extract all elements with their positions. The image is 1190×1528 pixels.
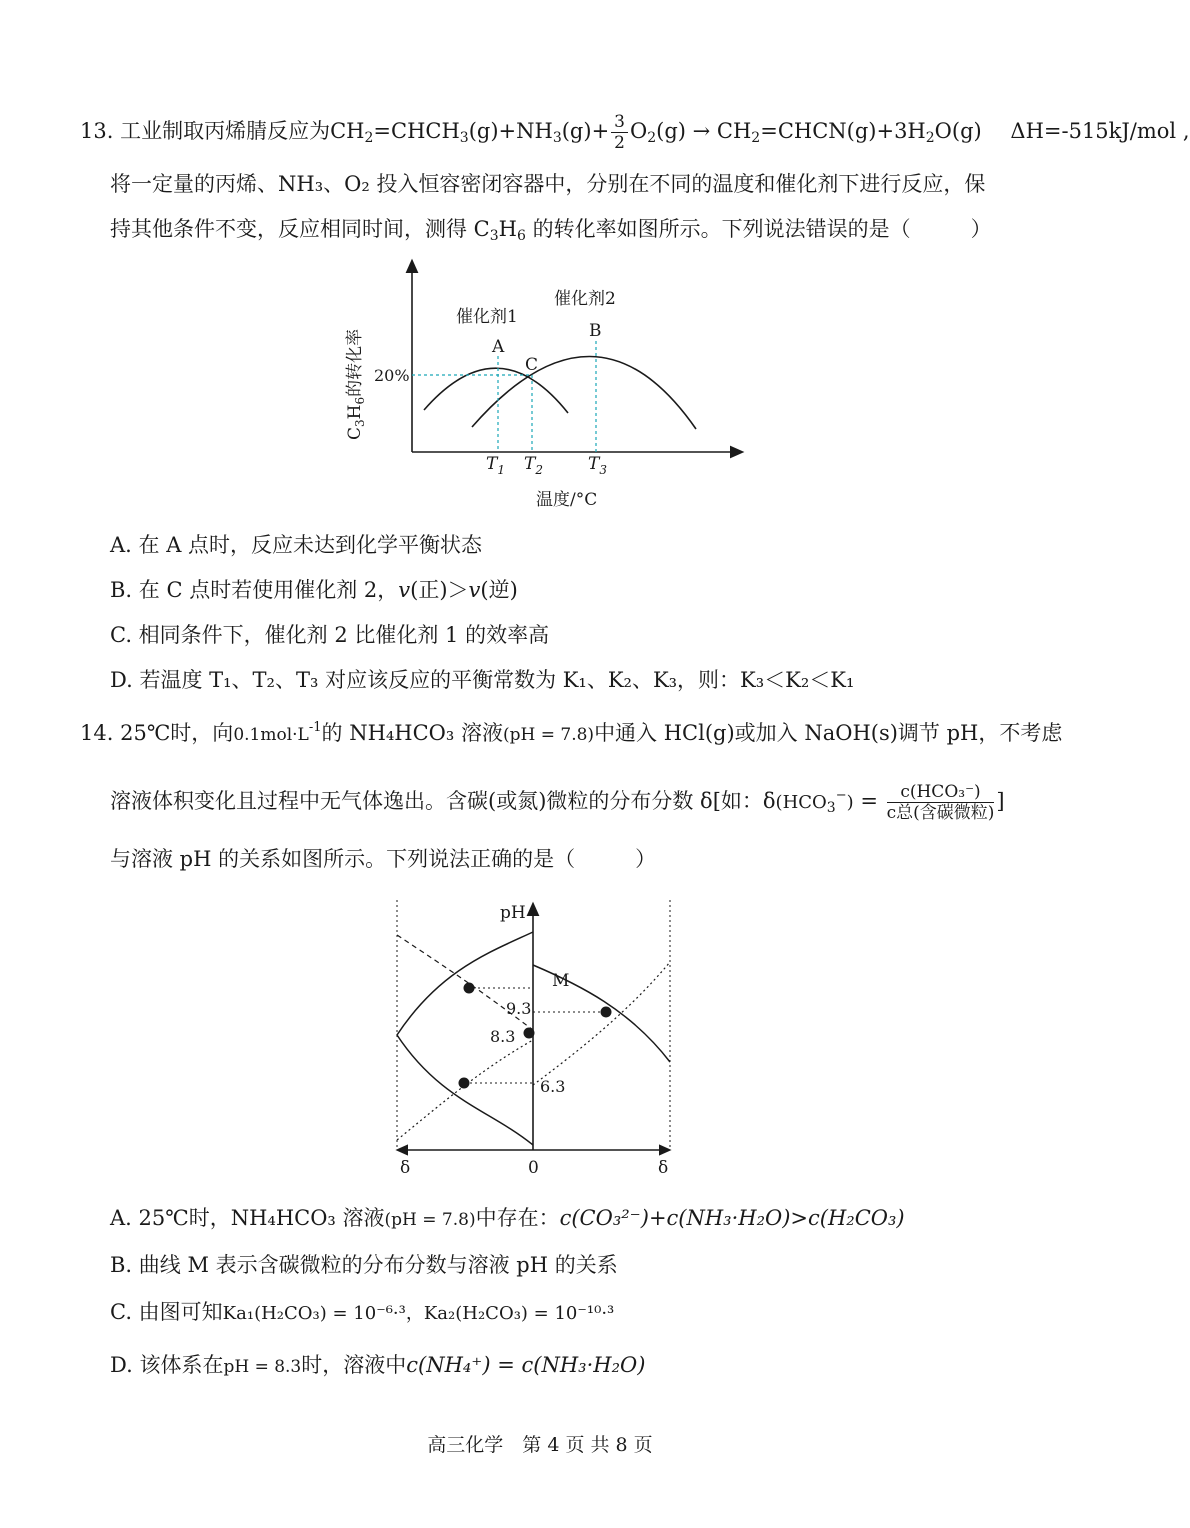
text: ）: [635, 847, 657, 871]
frac-den: c总(含碳微粒): [886, 803, 995, 823]
text: 的转化率如图所示。下列说法错误的是（: [525, 217, 911, 241]
ph-value: (pH = 7.8): [503, 725, 595, 745]
q14-option-a[interactable]: [110, 1204, 905, 1234]
sub: 3: [489, 228, 499, 244]
text: C. 由图可知: [110, 1300, 223, 1324]
sub: 3: [826, 800, 836, 816]
t1-label: $T_1$: [486, 454, 505, 477]
q13-option-a[interactable]: A. 在 A 点时，反应未达到化学平衡状态: [110, 533, 483, 557]
eq-arrow: (g) → CH: [656, 119, 752, 143]
text: B. 在 C 点时若使用催化剂 2，: [110, 578, 399, 602]
tick-93: 9.3: [506, 999, 532, 1018]
frac-num: 3: [611, 112, 628, 133]
x-left-delta: δ: [400, 1158, 411, 1178]
text: 溶液体积变化且过程中无气体逸出。含碳(或氮)微粒的分布分数 δ[如：δ: [110, 789, 776, 813]
sub: 3: [552, 130, 562, 146]
q13-delta-h: ΔH=-515kJ/mol ,: [1010, 119, 1190, 143]
text: 与溶液 pH 的关系如图所示。下列说法正确的是（: [110, 847, 576, 871]
q13-option-c[interactable]: C. 相同条件下，催化剂 2 比催化剂 1 的效率高: [110, 623, 550, 647]
q14-option-c[interactable]: [110, 1298, 614, 1328]
sub: 3: [459, 130, 469, 146]
sub: 2: [364, 130, 374, 146]
y-axis-label: [345, 329, 367, 440]
text: Ka₁(H₂CO₃) = 10⁻⁶·³，Ka₂(H₂CO₃) = 10⁻¹⁰·³: [222, 1303, 615, 1324]
frac-den: 2: [614, 133, 625, 153]
text: c(NH₄⁺) = c(NH₃·H₂O): [406, 1353, 646, 1377]
svg-text:C3H6的转化率: $C_3H_6$的转化率: [345, 328, 367, 440]
sub: 6: [517, 228, 526, 244]
text: ): [846, 792, 854, 813]
t2-label: $T_2$: [524, 454, 543, 477]
q14-stem-line3: [110, 845, 656, 873]
sub: 2: [925, 130, 935, 146]
sup: -1: [308, 720, 322, 735]
text: 中通入 HCl(g)或加入 NaOH(s)调节 pH，不考虑: [594, 721, 1063, 745]
point-b-label: B: [589, 321, 602, 341]
q14-number: 14.: [80, 721, 114, 745]
text: 中存在：: [475, 1206, 560, 1230]
sub: 2: [751, 130, 761, 146]
catalyst2-label: 催化剂2: [554, 289, 616, 309]
q13-stem-prefix: 工业制取丙烯腈反应为: [120, 119, 331, 143]
text: v: [468, 578, 481, 602]
x-zero: 0: [528, 1158, 539, 1178]
delta-fraction: [887, 782, 995, 823]
tick-83: 8.3: [490, 1027, 516, 1046]
curve-left-dashed-up: [397, 1040, 533, 1140]
sup: −: [835, 788, 847, 803]
q14-stem-line1: [80, 714, 1062, 749]
point-c-label: C: [525, 355, 539, 375]
text: 持其他条件不变，反应相同时间，测得 C: [110, 217, 490, 241]
page-footer: 高三化学 第 4 页 共 8 页: [427, 1434, 653, 1456]
text: 时，溶液中: [301, 1353, 407, 1377]
text: H: [498, 217, 517, 241]
text: v: [398, 578, 411, 602]
text: 的 NH₄HCO₃ 溶液: [321, 721, 503, 745]
eq-chch: =CHCH: [373, 119, 460, 143]
x-axis-label: 温度/°C: [536, 490, 598, 510]
eq-plus: (g)+: [561, 119, 610, 143]
concentration: 0.1mol·L: [233, 725, 309, 745]
q13-conversion-chart: [330, 255, 760, 520]
text: A. 25℃时，NH₄HCO₃ 溶液: [110, 1206, 385, 1230]
text: D. 该体系在: [110, 1353, 224, 1377]
q13-option-d[interactable]: D. 若温度 T₁、T₂、T₃ 对应该反应的平衡常数为 K₁、K₂、K₃，则：K₃＜K₂＜K₁: [110, 668, 855, 692]
point-left-upper: [464, 983, 475, 994]
q13-stem-line1: [80, 112, 1190, 153]
q13-option-b[interactable]: [110, 576, 518, 604]
y-tick-20pct: 20%: [374, 366, 410, 385]
eq-chcn: =CHCN(g)+3H: [760, 119, 926, 143]
t3-label: $T_3$: [588, 454, 607, 477]
q13-stem-line2: 将一定量的丙烯、NH₃、O₂ 投入恒容密闭容器中，分别在不同的温度和催化剂下进行反应，保: [110, 172, 986, 196]
point-83: [524, 1028, 535, 1039]
text: (HCO: [775, 792, 827, 813]
text: (pH = 7.8): [384, 1210, 476, 1230]
eq-h2o: O(g): [934, 119, 982, 143]
text: ]: [996, 789, 1005, 813]
q13-stem-line3: [110, 215, 992, 250]
point-a-label: A: [492, 337, 505, 357]
text: pH = 8.3: [223, 1357, 302, 1377]
text: =: [853, 789, 885, 813]
q14-distribution-chart: [380, 890, 690, 1180]
q14-option-d[interactable]: [110, 1351, 645, 1381]
text: c(CO₃²⁻)+c(NH₃·H₂O)>c(H₂CO₃): [559, 1206, 905, 1230]
fraction-3-2: [611, 112, 628, 153]
catalyst2-curve: [472, 356, 696, 429]
curve-m-label: M: [552, 971, 570, 991]
sub: 2: [647, 130, 657, 146]
text: 25℃时，向: [120, 721, 234, 745]
eq-o: O: [630, 119, 648, 143]
point-left-lower: [459, 1078, 470, 1089]
text: (逆): [480, 578, 518, 602]
eq-ch: CH: [330, 119, 365, 143]
eq-nh: (g)+NH: [468, 119, 553, 143]
q13-number: 13.: [80, 119, 114, 143]
q14-option-b[interactable]: B. 曲线 M 表示含碳微粒的分布分数与溶液 pH 的关系: [110, 1253, 618, 1277]
x-right-delta: δ: [658, 1158, 669, 1178]
ph-axis-label: pH: [500, 903, 526, 923]
tick-63: 6.3: [540, 1077, 566, 1096]
text: ）: [970, 217, 992, 241]
text: (正)＞: [410, 578, 469, 602]
frac-num: c(HCO₃⁻): [887, 782, 995, 803]
q14-stem-line2: [110, 782, 1005, 823]
catalyst1-label: 催化剂1: [456, 307, 518, 327]
point-right: [601, 1007, 612, 1018]
